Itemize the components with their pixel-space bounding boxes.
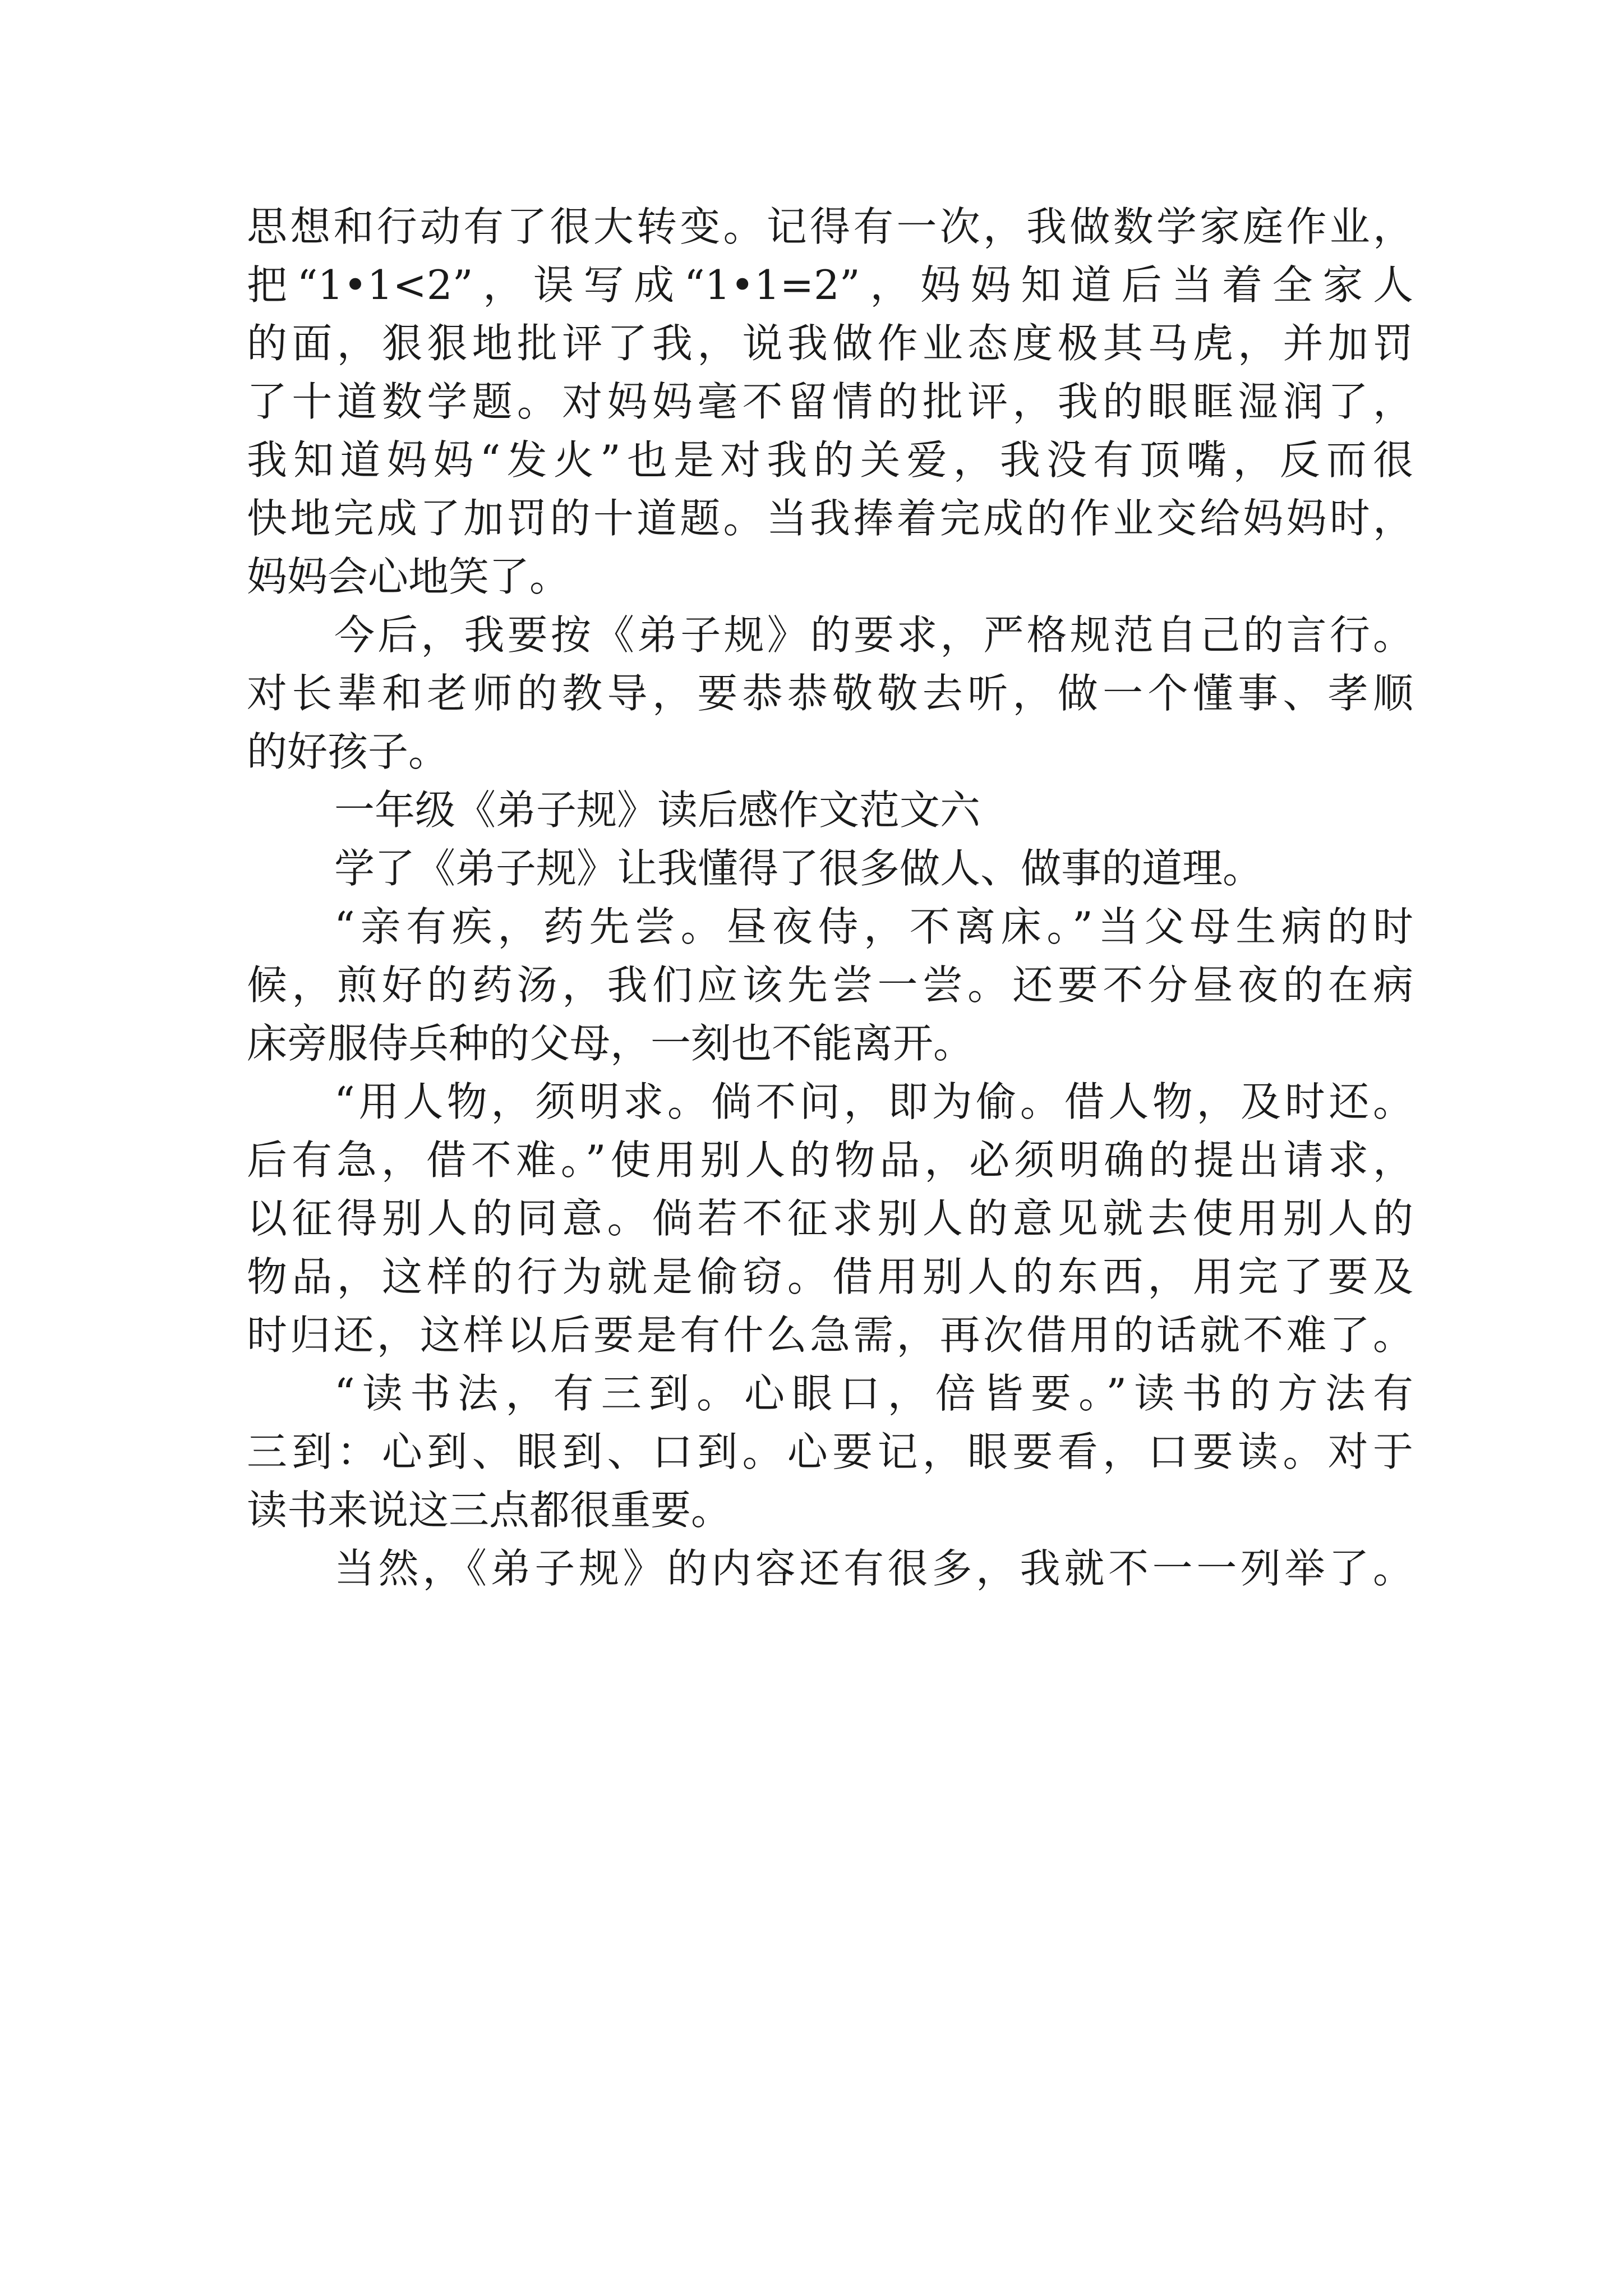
text-line xyxy=(247,1014,1413,1073)
line-text: 以征得别人的同意。倘若不征求别人的意见就去使用别人的 xyxy=(247,1195,1413,1242)
paragraph-first-line xyxy=(247,1073,1413,1131)
line-text: 物品，这样的行为就是偷窃。借用别人的东西，用完了要及 xyxy=(247,1253,1413,1300)
line-text: 学了《弟子规》让我懂得了很多做人、做事的道理。 xyxy=(334,845,1264,892)
line-text: 妈妈会心地笑了。 xyxy=(247,553,570,600)
line-text: 候，煎好的药汤，我们应该先尝一尝。还要不分昼夜的在病 xyxy=(247,961,1413,1009)
line-text: “读书法，有三到。心眼口，倍皆要。”读书的方法有 xyxy=(334,1370,1413,1417)
line-text: 快地完成了加罚的十道题。当我捧着完成的作业交给妈妈时， xyxy=(247,495,1413,542)
line-text: 的好孩子。 xyxy=(247,728,449,775)
line-text: 时归还，这样以后要是有什么急需，再次借用的话就不难了。 xyxy=(247,1312,1413,1359)
text-line xyxy=(247,547,1413,606)
text-line xyxy=(247,1131,1413,1189)
line-text: 把“1•1<2”，误写成“1•1=2”，妈妈知道后当着全家人 xyxy=(247,261,1413,309)
line-text: 了十道数学题。对妈妈毫不留情的批评，我的眼眶湿润了， xyxy=(247,378,1413,425)
text-line xyxy=(247,1306,1413,1364)
section-heading xyxy=(247,781,1413,839)
text-line xyxy=(247,256,1413,314)
line-text: 三到：心到、眼到、口到。心要记，眼要看，口要读。对于 xyxy=(247,1428,1413,1475)
line-text: 今后，我要按《弟子规》的要求，严格规范自己的言行。 xyxy=(334,611,1413,659)
line-text: 我知道妈妈“发火”也是对我的关爱，我没有顶嘴，反而很 xyxy=(247,436,1413,484)
line-text: 的面，狠狠地批评了我，说我做作业态度极其马虎，并加罚 xyxy=(247,320,1413,367)
document-body xyxy=(247,197,1413,1598)
line-text: 当然，《弟子规》的内容还有很多，我就不一一列举了。 xyxy=(334,1545,1413,1592)
line-text: 读书来说这三点都很重要。 xyxy=(247,1487,732,1534)
line-text: 床旁服侍兵种的父母，一刻也不能离开。 xyxy=(247,1020,974,1067)
line-text: “用人物，须明求。倘不问，即为偷。借人物，及时还。 xyxy=(334,1078,1413,1125)
text-line xyxy=(247,431,1413,489)
paragraph-first-line xyxy=(247,839,1413,898)
paragraph-first-line xyxy=(247,1539,1413,1598)
text-line xyxy=(247,723,1413,781)
text-line xyxy=(247,489,1413,547)
line-text: 思想和行动有了很大转变。记得有一次，我做数学家庭作业， xyxy=(247,203,1413,250)
text-line xyxy=(247,372,1413,431)
text-line xyxy=(247,197,1413,256)
text-line xyxy=(247,664,1413,723)
paragraph-first-line xyxy=(247,1364,1413,1423)
paragraph-first-line xyxy=(247,606,1413,664)
text-line xyxy=(247,1481,1413,1539)
line-text: “亲有疾，药先尝。昼夜侍，不离床。”当父母生病的时 xyxy=(334,903,1413,950)
line-text: 对长辈和老师的教导，要恭恭敬敬去听，做一个懂事、孝顺 xyxy=(247,670,1413,717)
paragraph-first-line xyxy=(247,898,1413,956)
text-line xyxy=(247,956,1413,1014)
text-line xyxy=(247,1423,1413,1481)
text-line xyxy=(247,314,1413,372)
text-line xyxy=(247,1189,1413,1248)
heading-text: 一年级《弟子规》读后感作文范文六 xyxy=(334,786,981,834)
line-text: 后有急，借不难。”使用别人的物品，必须明确的提出请求， xyxy=(247,1137,1413,1184)
text-line xyxy=(247,1248,1413,1306)
